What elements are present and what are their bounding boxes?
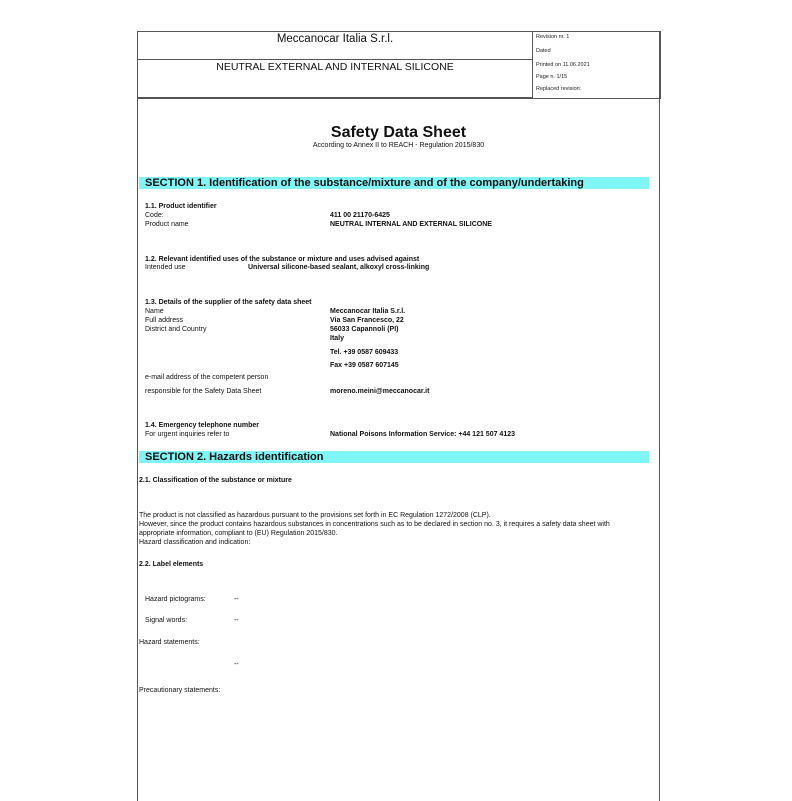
s12-title: 1.2. Relevant identified uses of the substance or mixture and uses advised against	[145, 256, 420, 263]
email-value: moreno.meini@meccanocar.it	[330, 388, 430, 395]
email-label-line-1: e-mail address of the competent person	[145, 374, 269, 381]
emergency-value: National Poisons Information Service: +44 121 507 4123	[330, 431, 515, 438]
supplier-name-label: Name	[145, 308, 164, 315]
section-1-heading: SECTION 1. Identification of the substance/mixture and of the company/undertaking	[139, 177, 649, 189]
replaced-revision: Replaced revision:	[536, 86, 582, 92]
district-label: District and Country	[145, 326, 207, 333]
district-value: 56033 Capannoli (PI)	[330, 326, 399, 333]
header-bottom-border	[137, 98, 661, 99]
hazard-pictograms-label: Hazard pictograms:	[145, 596, 206, 603]
code-value: 411 00 21170-6425	[330, 212, 390, 219]
company-name: Meccanocar Italia S.r.l.	[276, 33, 394, 45]
product-name-value: NEUTRAL INTERNAL AND EXTERNAL SILICONE	[330, 221, 492, 228]
address-value: Via San Francesco, 22	[330, 317, 404, 324]
dated: Dated	[536, 48, 551, 54]
address-label: Full address	[145, 317, 184, 324]
signal-words-label: Signal words:	[145, 617, 188, 624]
product-name-label: Product name	[145, 221, 189, 228]
s13-title: 1.3. Details of the supplier of the safety data sheet	[145, 299, 312, 306]
s11-title: 1.1. Product identifier	[145, 203, 217, 210]
code-label: Code:	[145, 212, 164, 219]
section-2-heading: SECTION 2. Hazards identification	[139, 451, 649, 463]
fax: Fax +39 0587 607145	[330, 362, 399, 369]
printed-on: Printed on 11.06.2021	[536, 62, 590, 68]
s21-title: 2.1. Classification of the substance or mixture	[139, 477, 292, 484]
s14-title: 1.4. Emergency telephone number	[145, 422, 259, 429]
hazard-statements-label: Hazard statements:	[139, 639, 200, 646]
page-number: Page n. 1/15	[536, 74, 568, 80]
classification-paragraph-3: appropriate information, compliant to (EU) Regulation 2015/830.	[139, 530, 338, 537]
telephone: Tel. +39 0587 609433	[330, 349, 399, 356]
intended-use-label: Intended use	[145, 264, 186, 271]
emergency-label: For urgent inquiries refer to	[145, 431, 230, 438]
signal-words-value: --	[234, 617, 239, 624]
hazard-pictograms-value: --	[234, 596, 239, 603]
hazard-statements-value: --	[234, 661, 239, 668]
header-divider	[137, 59, 533, 60]
precautionary-statements-label: Precautionary statements:	[139, 687, 221, 694]
header-product-name: NEUTRAL EXTERNAL AND INTERNAL SILICONE	[216, 61, 454, 73]
classification-paragraph-1: The product is not classified as hazardous pursuant to the provisions set forth in EC Regulation 1272/2008 (CLP).	[139, 512, 491, 519]
classification-paragraph-2: However, since the product contains hazardous substances in concentrations such as to be declared in section no. 3, it requires a safety data sheet with	[139, 521, 610, 528]
document-subtitle: According to Annex II to REACH - Regulation 2015/830	[312, 142, 485, 149]
revision-number: Revision nr. 1	[536, 34, 570, 40]
intended-use-value: Universal silicone-based sealant, alkoxyl cross-linking	[248, 264, 430, 271]
country-value: Italy	[330, 335, 345, 342]
email-label-line-2: responsible for the Safety Data Sheet	[145, 388, 262, 395]
header-right-border	[660, 31, 661, 98]
s22-title: 2.2. Label elements	[139, 561, 204, 568]
supplier-name-value: Meccanocar Italia S.r.l.	[330, 308, 406, 315]
classification-paragraph-4: Hazard classification and indication:	[139, 539, 251, 546]
document-title: Safety Data Sheet	[330, 124, 467, 141]
